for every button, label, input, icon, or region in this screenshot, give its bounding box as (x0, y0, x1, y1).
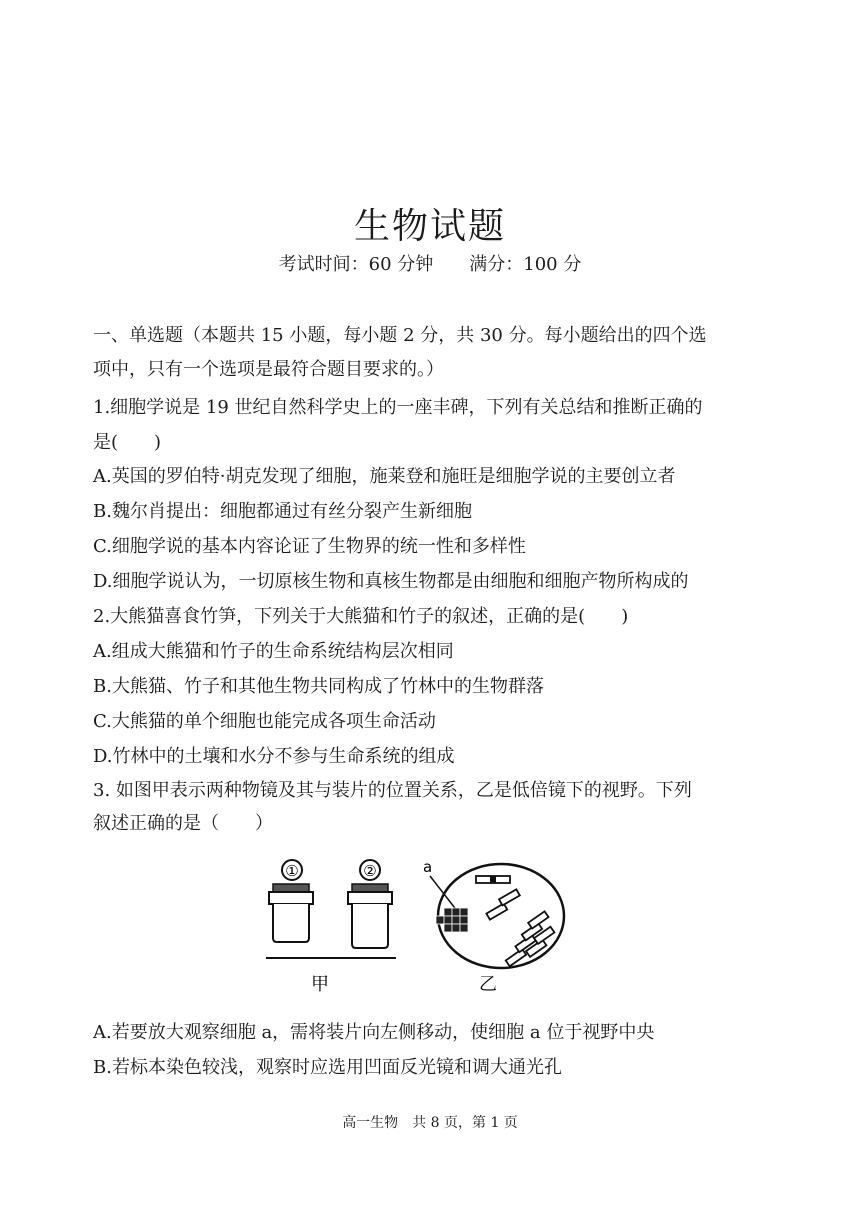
question-1-option-a: A.英国的罗伯特·胡克发现了细胞，施莱登和施旺是细胞学说的主要创立者 (93, 466, 676, 487)
objective-lens-2 (348, 860, 392, 948)
objective-lens-1 (269, 860, 313, 942)
caption-yi: 乙 (479, 974, 497, 995)
microscope-figure (258, 852, 578, 997)
page-footer: 高一生物 共 8 页，第 1 页 (342, 1115, 518, 1131)
full-score: 满分：100 分 (469, 254, 582, 275)
question-3-stem-line-1: 3. 如图甲表示两种物镜及其与装片的位置关系，乙是低倍镜下的视野。下列 (93, 780, 692, 801)
question-2-option-b: B.大熊猫、竹子和其他生物共同构成了竹林中的生物群落 (93, 676, 544, 697)
lens-1-label: ① (285, 862, 299, 880)
question-3-stem-line-2: 叙述正确的是（ ） (93, 813, 273, 834)
page-title: 生物试题 (353, 206, 506, 247)
question-2-stem: 2.大熊猫喜食竹笋，下列关于大熊猫和竹子的叙述，正确的是( ) (93, 606, 629, 627)
question-3-option-a: A.若要放大观察细胞 a，需将装片向左侧移动，使细胞 a 位于视野中央 (93, 1022, 655, 1043)
lens-2-label: ② (363, 862, 377, 880)
question-2-option-d: D.竹林中的土壤和水分不参与生命系统的组成 (93, 746, 455, 767)
section-heading-line-1: 一、单选题（本题共 15 小题，每小题 2 分，共 30 分。每小题给出的四个选 (93, 325, 707, 346)
question-1-stem-line-1: 1.细胞学说是 19 世纪自然科学史上的一座丰碑，下列有关总结和推断正确的 (93, 397, 703, 418)
question-1-stem-line-2: 是( ) (93, 432, 162, 453)
exam-info (0, 250, 860, 276)
field-of-view (423, 858, 564, 969)
question-1-option-c: C.细胞学说的基本内容论证了生物界的统一性和多样性 (93, 536, 526, 557)
question-3-option-b: B.若标本染色较浅，观察时应选用凹面反光镜和调大通光孔 (93, 1057, 562, 1078)
question-2-option-c: C.大熊猫的单个细胞也能完成各项生命活动 (93, 711, 436, 732)
question-2-option-a: A.组成大熊猫和竹子的生命系统结构层次相同 (93, 641, 454, 662)
exam-time: 考试时间：60 分钟 (278, 254, 434, 275)
question-1-option-d: D.细胞学说认为，一切原核生物和真核生物都是由细胞和细胞产物所构成的 (93, 571, 689, 592)
question-1-option-b: B.魏尔肖提出：细胞都通过有丝分裂产生新细胞 (93, 501, 472, 522)
caption-jia: 甲 (311, 974, 329, 995)
section-heading-line-2: 项中，只有一个选项是最符合题目要求的。） (93, 359, 444, 380)
cell-a-label: a (423, 858, 433, 876)
